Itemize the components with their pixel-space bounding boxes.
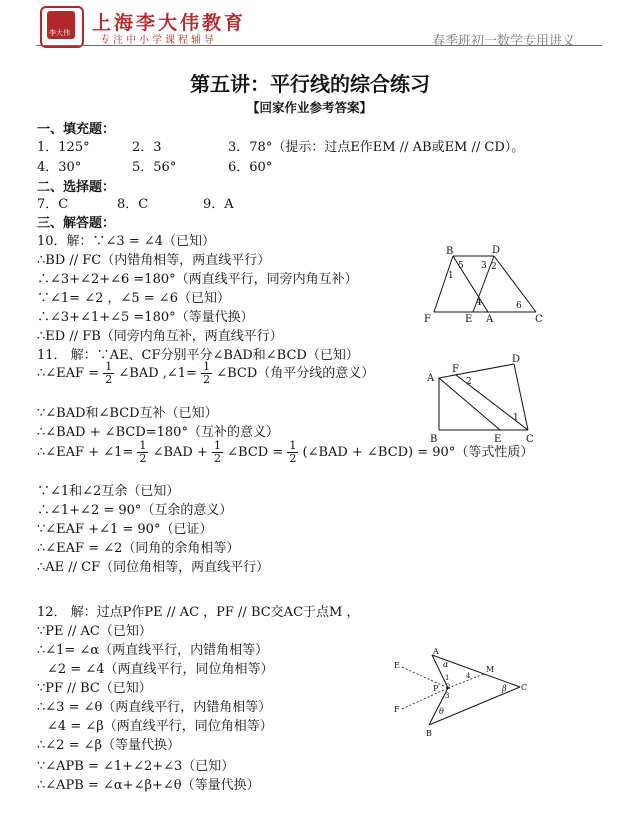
label-b: B [446,246,454,257]
frac-num: 1 [105,360,113,373]
fraction-half [212,440,223,465]
angle-alpha: α [443,660,449,669]
answer-8: 8．C [117,197,149,212]
q11-l5-b: ∠BAD + [152,445,208,460]
q11-line-3: ∵∠BAD和∠BCD互补（已知） [37,406,218,421]
q12-line-8: ∴∠2 = ∠β（等量代换） [37,738,181,753]
q12-line-4: ∠2 = ∠4（两直线平行，同位角相等） [47,662,274,677]
section1-heading: 一、填充题： [37,122,116,137]
answer-4: 4．30° [37,160,82,175]
label-c: C [521,683,528,692]
angle-3: 3 [481,261,487,271]
page-subtitle: 【回家作业参考答案】 [247,100,373,115]
q12-line-2: ∵PE // AC（已知） [37,624,152,639]
course-title: 春季班初一数学专用讲义 [432,34,576,49]
angle-beta: β [502,684,507,693]
angle-1: 1 [513,413,519,423]
frac-num: 1 [139,439,147,452]
q10-line-3: ∴∠3+∠2+∠6 =180°（两直线平行，同旁内角互补） [37,272,358,287]
q12-line-10: ∴∠APB = ∠α+∠β+∠θ（等量代换） [37,778,260,793]
q11-line-1: 11． 解：∵AE、CF分别平分∠BAD和∠BCD（已知） [37,348,359,363]
figure-q10 [418,240,548,325]
q10-line-1: 10．解：∵∠3 = ∠4（已知） [37,234,216,249]
answer-1: 1．125° [37,140,90,155]
q12-line-7: ∠4 = ∠β（两直线平行，同位角相等） [47,719,273,734]
angle-3: 3 [445,692,450,700]
q11-line-4: ∴∠BAD + ∠BCD=180°（互补的意义） [37,425,279,440]
angle-2: 2 [491,262,497,272]
brand-name: 上海李大伟教育 [92,12,247,34]
q11-l5-d: (∠BAD + ∠BCD) = 90°（等式性质） [302,445,534,460]
section2-heading: 二、选择题： [37,180,116,195]
label-f: F [424,314,431,325]
angle-theta: θ [439,707,444,716]
frac-den: 2 [139,452,147,465]
logo-text: 李大伟 [49,29,70,37]
q12-line-1: 12． 解：过点P作PE // AC ，PF // BC交AC于点M ， [37,605,360,620]
label-p: P [433,684,439,693]
answer-5: 5．56° [132,160,177,175]
label-a: A [433,647,439,656]
angle-1: 1 [445,674,450,682]
angle-4: 4 [466,672,471,680]
angle-6: 6 [516,301,522,311]
line-ad [439,364,514,378]
answer-6: 6．60° [228,160,273,175]
frac-num: 1 [214,439,221,452]
figure-q11 [422,350,548,450]
label-m: M [486,665,495,674]
label-a: A [427,373,435,384]
label-c: C [526,434,534,445]
answer-9: 9．A [203,197,234,212]
q10-line-4: ∵∠1= ∠2 ，∠5 = ∠6（已知） [37,291,230,306]
fraction-half [137,440,148,465]
q11-line-7: ∴∠1+∠2 = 90°（互余的意义） [37,503,233,518]
q10-line-2: ∴BD // FC（内错角相等，两直线平行） [37,253,271,268]
label-b: B [426,729,432,738]
label-d: D [512,354,521,365]
answer-7: 7．C [37,197,69,212]
q11-l2-c: ∠BCD（角平分线的意义） [216,366,375,381]
frac-den: 2 [214,452,221,465]
q10-line-6: ∴ED // FB（同旁内角互补，两直线平行） [37,329,283,344]
q12-line-5: ∵PF // BC（已知） [37,681,152,696]
frac-num: 1 [203,360,211,373]
q11-l2-a: ∴∠EAF = [37,366,100,381]
label-e: E [394,661,400,670]
q12-line-9: ∵∠APB = ∠1+∠2+∠3（已知） [37,759,235,774]
q11-line-6: ∵∠1和∠2互余（已知） [37,484,180,499]
section3-heading: 三、解答题： [37,216,116,231]
angle-4: 4 [476,298,482,308]
q11-line-9: ∴∠EAF = ∠2（同角的余角相等） [37,541,240,556]
answer-2: 2．3 [132,140,162,155]
label-e: E [465,314,473,325]
logo-mark [47,11,75,39]
fraction-half [287,440,298,465]
frac-den: 2 [105,373,113,386]
frac-den: 2 [289,452,297,465]
q11-l2-b: ∠BAD ,∠1= [118,366,197,381]
page-title: 第五讲：平行线的综合练习 [190,72,430,96]
answer-3: 3．78°（提示：过点E作EM // AB或EM // CD）。 [228,140,525,155]
label-a: A [486,314,494,325]
angle-1: 1 [448,271,454,281]
q11-line-8: ∵∠EAF +∠1 = 90°（已证） [37,522,213,537]
q12-line-3: ∴∠1= ∠α（两直线平行，内错角相等） [37,643,269,658]
q11-l5-a: ∴∠EAF + ∠1= [37,445,134,460]
brand-tagline: 专注中小学课程辅导 [100,35,217,46]
label-d: D [492,245,501,256]
q12-line-6: ∴∠3 = ∠θ（两直线平行，内错角相等） [37,700,272,715]
angle-2: 2 [446,683,451,691]
frac-den: 2 [203,373,211,386]
line-fb [434,256,453,312]
angle-2: 2 [466,377,472,387]
label-f: F [394,705,400,714]
label-e: E [494,434,502,445]
fraction-half [103,361,114,386]
q11-line-2 [37,361,374,386]
angle-5: 5 [458,261,464,271]
q10-line-5: ∴∠3+∠1+∠5 =180°（等量代换） [37,310,254,325]
figure-q12 [388,645,538,740]
label-c: C [535,314,543,325]
label-f: F [452,364,459,375]
frac-num: 1 [289,439,297,452]
q11-line-10: ∴AE // CF（同位角相等，两直线平行） [37,560,270,575]
line-fp [402,688,448,709]
line-ep [402,667,448,688]
q11-l5-c: ∠BCD = [227,445,284,460]
line-dc [494,256,536,312]
header-divider [36,45,602,46]
logo [40,6,84,48]
fraction-half [201,361,212,386]
label-b: B [430,434,438,445]
